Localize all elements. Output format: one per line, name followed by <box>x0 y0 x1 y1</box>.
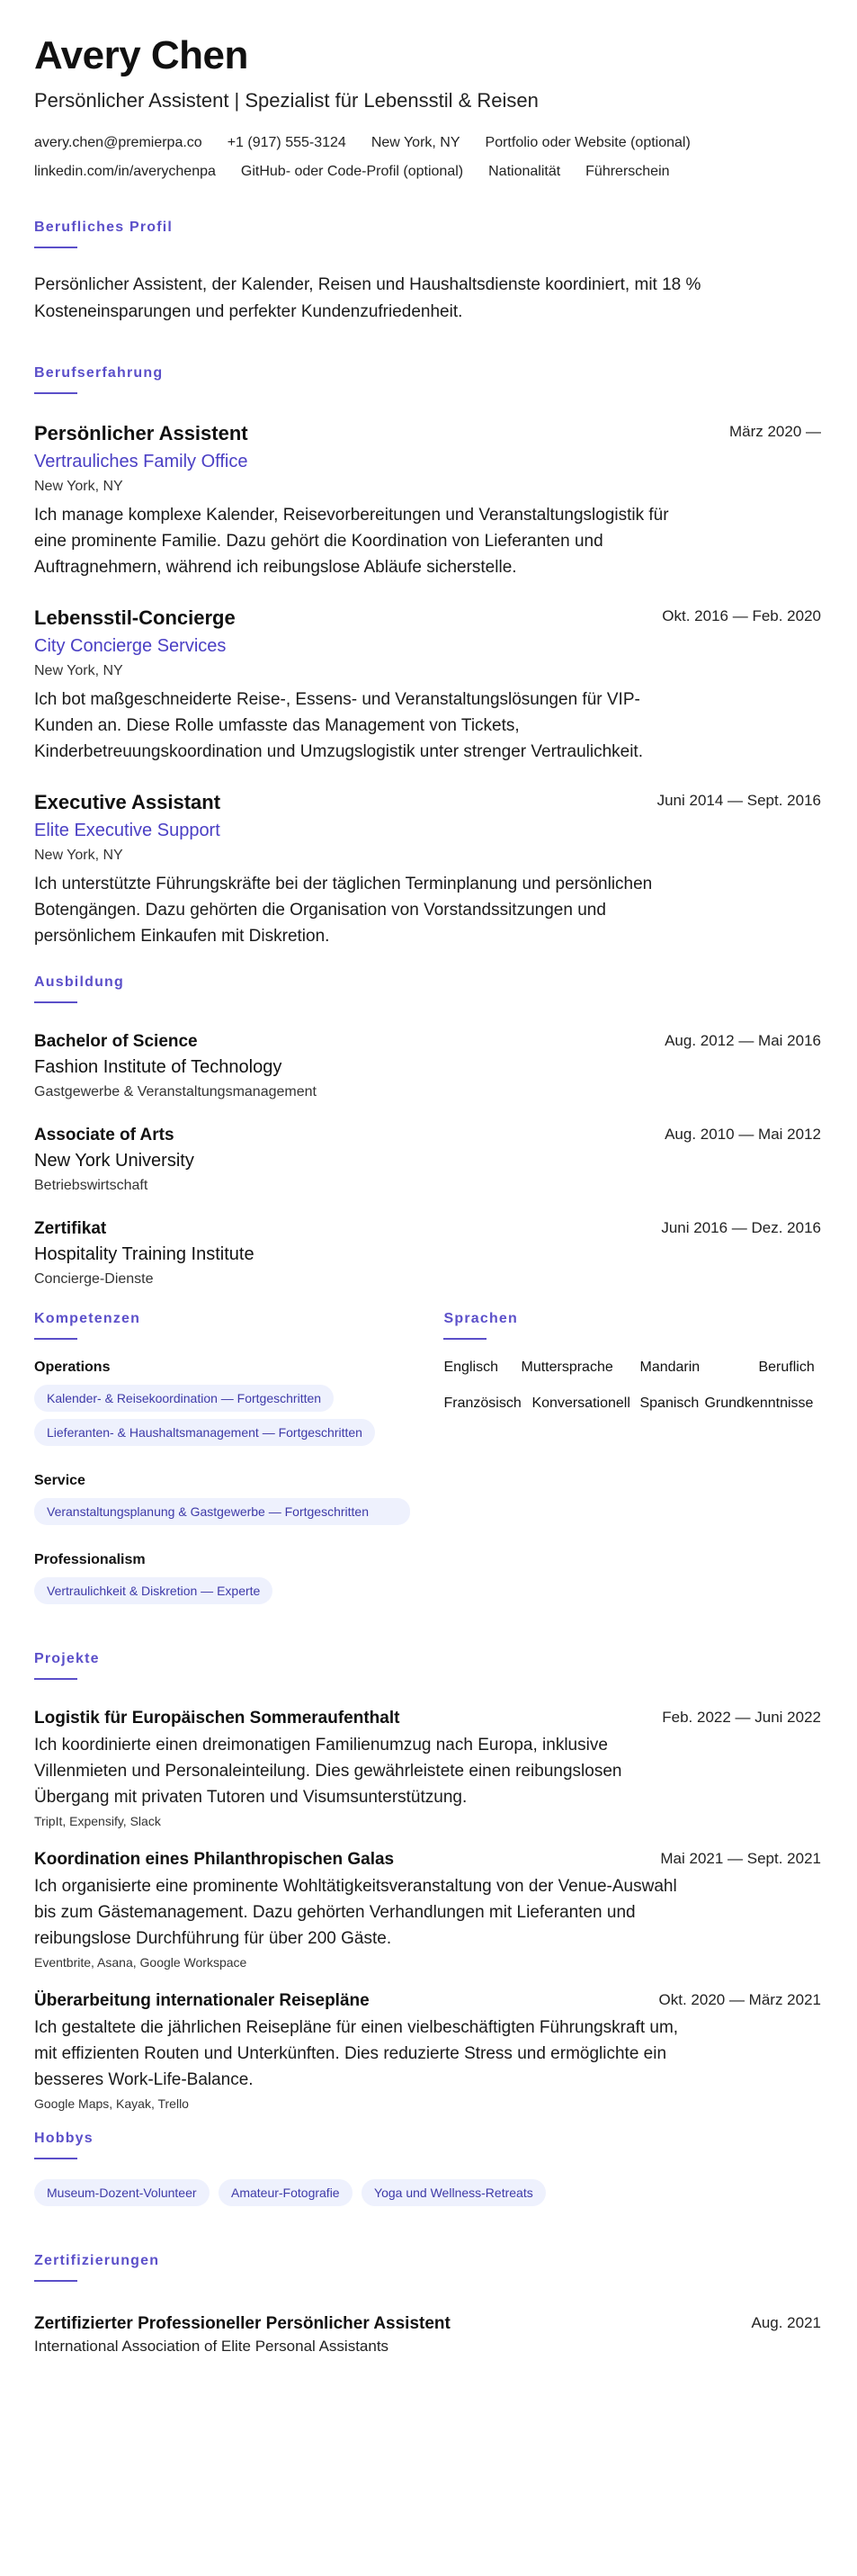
entry-date: Aug. 2021 <box>751 2314 821 2331</box>
entry-date: Aug. 2012 — Mai 2016 <box>665 1032 821 1049</box>
skills-section <box>34 1311 443 1611</box>
project-title: Koordination eines Philanthropischen Galas <box>34 1850 395 1869</box>
language-row <box>443 1360 821 1396</box>
project-tools: Google Maps, Kayak, Trello <box>34 2096 189 2111</box>
project-title: Logistik für Europäischen Sommeraufenthalt <box>34 1709 400 1728</box>
degree: Bachelor of Science <box>34 1032 198 1051</box>
contact-email[interactable]: avery.chen@premierpa.co <box>34 135 202 150</box>
contact-phone[interactable]: +1 (917) 555-3124 <box>227 135 346 150</box>
language-grid <box>443 1360 821 1432</box>
job-description: Ich bot maßgeschneiderte Reise-, Essens- und Veranstaltungslösungen für VIP-Kunden an. Diese Rolle umfasste das Management von Tickets, Kinderbetreuungskoordination und Umzugslogistik unter strenger Vertraulichkeit. <box>34 690 643 761</box>
contact-nationality: Nationalität <box>488 164 561 179</box>
project-entry <box>34 1707 821 1828</box>
hobbies-section <box>34 2131 821 2213</box>
skill-group-title: Professionalism <box>34 1552 146 1567</box>
hobby-chip: Museum-Dozent-Volunteer <box>34 2179 210 2206</box>
project-description: Ich koordinierte einen dreimonatigen Familienumzug nach Europa, inklusive Villenmieten und Personaleinteilung. Dies gewährleistete einen reibungslosen Übergang mit privaten Tutoren und Visumsunterstützung. <box>34 1736 622 1807</box>
language-name: Französisch <box>443 1396 522 1411</box>
job-location: New York, NY <box>34 663 123 678</box>
job-title: Persönlicher Assistent <box>34 422 248 444</box>
project-description: Ich organisierte eine prominente Wohltätigkeitsveranstaltung von der Venue-Auswahl bis zum Gästemanagement. Dazu gehörten Verhandlungen mit Lieferanten und reibungslose Durchführung für über 200 Gäste. <box>34 1877 677 1948</box>
language-row <box>443 1396 821 1432</box>
section-title-education: Ausbildung <box>34 974 124 990</box>
skill-chip: Vertraulichkeit & Diskretion — Experte <box>34 1577 272 1604</box>
school: Hospitality Training Institute <box>34 1244 254 1264</box>
education-entry <box>34 1124 821 1196</box>
degree: Zertifikat <box>34 1219 107 1238</box>
entry-date: Juni 2014 — Sept. 2016 <box>656 792 821 809</box>
profile-summary: Persönlicher Assistent, der Kalender, Reisen und Haushaltsdienste koordiniert, mit 18 % Kosteneinsparungen und perfekter Kundenzufriedenheit. <box>34 275 701 321</box>
hobby-chip: Amateur-Fotografie <box>219 2179 353 2206</box>
languages-section <box>443 1311 821 1611</box>
project-title: Überarbeitung internationaler Reisepläne <box>34 1991 370 2010</box>
company-name: Elite Executive Support <box>34 821 220 840</box>
skill-chip: Lieferanten- & Haushaltsmanagement — Fortgeschritten <box>34 1419 375 1446</box>
section-divider <box>34 1338 77 1340</box>
education-entry <box>34 1217 821 1289</box>
section-divider <box>34 247 77 248</box>
section-title-profile: Berufliches Profil <box>34 220 174 235</box>
skill-chip: Kalender- & Reisekoordination — Fortgeschritten <box>34 1385 334 1412</box>
entry-date: Okt. 2016 — Feb. 2020 <box>662 607 821 624</box>
job-title: Lebensstil-Concierge <box>34 606 236 629</box>
entry-date: März 2020 — <box>728 423 821 440</box>
contact-github[interactable]: GitHub- oder Code-Profil (optional) <box>240 164 464 179</box>
education-section <box>34 974 821 1289</box>
entry-date: Okt. 2020 — März 2021 <box>658 1991 821 2008</box>
language-level: Grundkenntnisse <box>704 1396 814 1411</box>
section-title-skills: Kompetenzen <box>34 1311 141 1326</box>
section-divider <box>34 2280 77 2282</box>
profile-section <box>34 220 821 326</box>
school: Fashion Institute of Technology <box>34 1057 282 1077</box>
language-level: Muttersprache <box>521 1360 613 1375</box>
projects-section <box>34 1651 821 2111</box>
project-tools: TripIt, Expensify, Slack <box>34 1814 161 1828</box>
job-location: New York, NY <box>34 479 123 494</box>
candidate-headline: Persönlicher Assistent | Spezialist für Lebensstil & Reisen <box>34 89 539 112</box>
job-description: Ich manage komplexe Kalender, Reisevorbereitungen und Veranstaltungslogistik für eine prominente Familie. Dazu gehört die Koordination von Lieferanten und Auftragnehmern, während ich reibungslose Abläufe sicherstelle. <box>34 506 669 577</box>
degree: Associate of Arts <box>34 1126 174 1144</box>
certification-entry <box>34 2312 821 2356</box>
experience-section <box>34 365 821 949</box>
entry-date: Juni 2016 — Dez. 2016 <box>661 1219 821 1236</box>
candidate-name: Avery Chen <box>34 33 248 77</box>
project-tools: Eventbrite, Asana, Google Workspace <box>34 1955 247 1970</box>
contact-list <box>34 135 808 180</box>
experience-entry <box>34 421 821 580</box>
contact-license: Führerschein <box>585 164 670 179</box>
hobby-chip: Yoga und Wellness-Retreats <box>362 2179 546 2206</box>
section-divider <box>34 2158 77 2159</box>
section-divider <box>34 1001 77 1003</box>
experience-entry <box>34 606 821 765</box>
skill-group <box>34 1552 443 1611</box>
field-of-study: Gastgewerbe & Veranstaltungsmanagement <box>34 1084 317 1100</box>
skills-languages-row <box>34 1311 821 1611</box>
section-title-projects: Projekte <box>34 1651 100 1666</box>
hobby-list <box>34 2179 821 2213</box>
contact-portfolio[interactable]: Portfolio oder Website (optional) <box>485 135 691 150</box>
skill-chip: Veranstaltungsplanung & Gastgewerbe — Fortgeschritten <box>34 1498 410 1525</box>
language-name: Englisch <box>443 1360 498 1375</box>
project-entry <box>34 1989 821 2111</box>
company-name: City Concierge Services <box>34 636 227 656</box>
field-of-study: Concierge-Dienste <box>34 1271 154 1287</box>
section-divider <box>443 1338 487 1340</box>
language-name: Spanisch <box>639 1396 700 1411</box>
certifications-section <box>34 2253 821 2356</box>
experience-entry <box>34 790 821 949</box>
section-divider <box>34 1678 77 1680</box>
field-of-study: Betriebswirtschaft <box>34 1178 148 1193</box>
school: New York University <box>34 1151 194 1171</box>
skill-group <box>34 1473 443 1532</box>
job-location: New York, NY <box>34 848 123 863</box>
section-title-experience: Berufserfahrung <box>34 365 164 381</box>
section-title-languages: Sprachen <box>443 1311 518 1326</box>
section-title-certifications: Zertifizierungen <box>34 2253 160 2268</box>
project-description: Ich gestaltete die jährlichen Reisepläne für einen vielbeschäftigten Führungskraft um, mit effizienten Routen und Unterkünften. Dies reduzierte Stress und ermöglichte ein besseres Work-Life-Balance. <box>34 2018 679 2089</box>
contact-location: New York, NY <box>370 135 460 150</box>
language-level: Konversationell <box>531 1396 630 1411</box>
entry-date: Feb. 2022 — Juni 2022 <box>662 1709 821 1726</box>
project-entry <box>34 1848 821 1970</box>
entry-date: Mai 2021 — Sept. 2021 <box>660 1850 821 1867</box>
certification-issuer: International Association of Elite Personal Assistants <box>34 2338 389 2355</box>
section-divider <box>34 392 77 394</box>
job-description: Ich unterstützte Führungskräfte bei der täglichen Terminplanung und persönlichen Botengängen. Dazu gehörten die Organisation von Vorstandssitzungen und persönlichem Einkaufen mit Diskretion. <box>34 875 653 946</box>
entry-date: Aug. 2010 — Mai 2012 <box>665 1126 821 1143</box>
certification-title: Zertifizierter Professioneller Persönlicher Assistent <box>34 2314 451 2333</box>
language-name: Mandarin <box>639 1360 701 1375</box>
skill-group-title: Service <box>34 1473 85 1488</box>
job-title: Executive Assistant <box>34 791 221 813</box>
language-level: Beruflich <box>758 1360 815 1375</box>
resume-header <box>34 32 821 180</box>
section-title-hobbies: Hobbys <box>34 2131 94 2146</box>
skill-group-title: Operations <box>34 1360 111 1375</box>
company-name: Vertrauliches Family Office <box>34 452 248 471</box>
contact-linkedin[interactable]: linkedin.com/in/averychenpa <box>34 164 216 179</box>
education-entry <box>34 1030 821 1102</box>
skill-group <box>34 1360 443 1453</box>
